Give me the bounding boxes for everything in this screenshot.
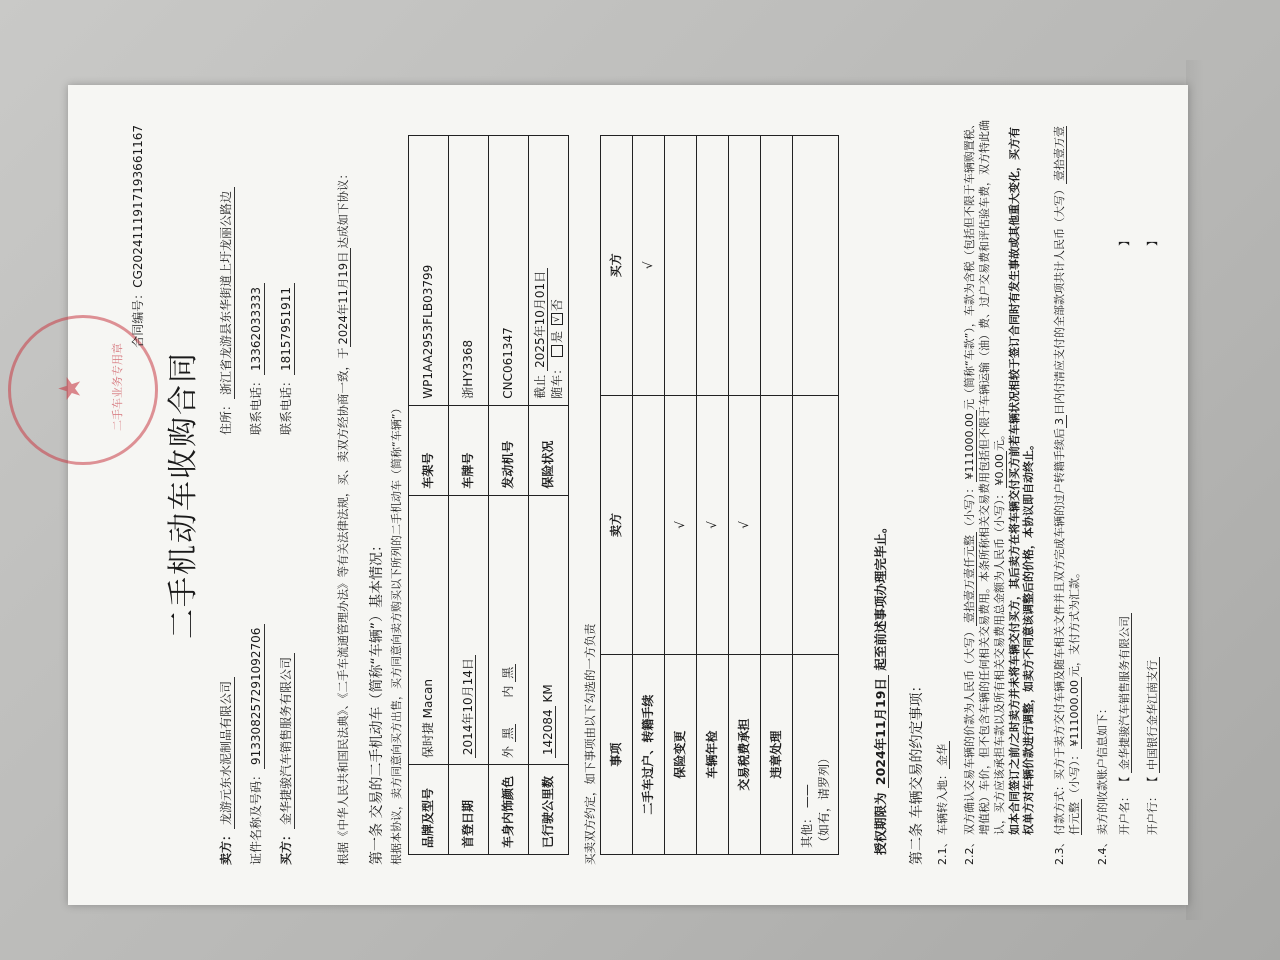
yes-checkbox — [551, 345, 563, 357]
resp-seller-mark: √ — [665, 395, 697, 655]
account-intro: 卖方的收款账户信息如下： — [1096, 703, 1109, 835]
clause-2-2 — [963, 117, 1037, 865]
contract-number-value: CG202411191719366116​7 — [131, 125, 145, 288]
resp-buyer-mark — [665, 136, 697, 396]
clause-2-4 — [1096, 117, 1111, 865]
legal-basis-end: 达成如下协议： — [336, 167, 350, 249]
table-row — [761, 136, 793, 855]
insurance-label: 保险状况 — [529, 405, 569, 495]
seller-id-label: 证件名称及号码： — [249, 768, 263, 865]
table-row — [489, 136, 529, 855]
other-value: —— — [800, 784, 815, 809]
engine-label: 发动机号 — [489, 405, 529, 495]
vin-value: WP1AA2953FLB03799 — [409, 136, 449, 406]
other-hint: （如有，请罗列） — [816, 751, 831, 848]
resp-item: 保险变更 — [665, 655, 697, 855]
interior-value: 黑 — [501, 664, 516, 682]
legal-basis — [336, 121, 352, 865]
table-row — [601, 136, 633, 855]
resp-buyer-mark — [761, 136, 793, 396]
other-cell — [793, 655, 839, 855]
price-text-c: 元（简称“车款”），车款为含税（包括但不限于车辆购置税、增值税）车价，但不包含车辆的任何相关交易费用。本条所称相关交易费用包括但不限于车辆运输（油）费、过户交易费和评估验车费，双方特此确认，买方应该承担车款以及所有相关交易费用总金额为人民币（小写）： — [963, 118, 1006, 835]
engine-value: CNC061347 — [489, 136, 529, 406]
deadline-date: 2024年11月19日 — [873, 675, 889, 788]
seller-label: 卖方： — [219, 828, 233, 865]
plate-value: 浙HY3368 — [449, 136, 489, 406]
deadline-label: 授权期限为 — [873, 792, 888, 855]
resp-seller-mark — [761, 395, 793, 655]
plate-label: 车牌号 — [449, 405, 489, 495]
payment-text-b: 日内付清应支付的全部款项共计人民币（大写） — [1053, 184, 1066, 415]
clause-2-3 — [1053, 117, 1083, 865]
table-row — [449, 136, 489, 855]
authorization-deadline — [873, 521, 890, 855]
table-row — [729, 136, 761, 855]
mileage-cell — [529, 495, 569, 765]
buyer-phone-label: 联系电话： — [279, 374, 293, 435]
payment-text-c: （小写）： — [1067, 749, 1081, 799]
with-car-label: 随车： — [549, 362, 564, 399]
holder-label: 开户名： — [1118, 791, 1131, 835]
seller-phone-label: 联系电话： — [249, 374, 263, 435]
insurance-expiry: 2025年10月01日 — [533, 268, 548, 371]
table-row — [665, 136, 697, 855]
contract-title: 二手机动车收购合同 — [166, 351, 201, 639]
buyer-phone: 18157951911 — [278, 283, 295, 375]
seller-id-value: 91330825729109270​6 — [248, 624, 265, 769]
other-seller — [793, 395, 839, 655]
no-label: 否 — [549, 299, 564, 312]
vehicle-table — [408, 135, 569, 855]
yes-label: 是 — [549, 330, 564, 343]
resp-item: 二手车过户、转籍手续 — [633, 655, 665, 855]
brand-label: 品牌及型号 — [409, 765, 449, 855]
bank-row — [1146, 155, 1161, 835]
contract-paper — [53, 85, 1188, 905]
table-row — [793, 136, 839, 855]
fee-unit: 元。 — [992, 429, 1006, 451]
resp-buyer-mark — [729, 136, 761, 396]
resp-seller-mark — [633, 395, 665, 655]
reg-date-label: 首登日期 — [449, 765, 489, 855]
table-row — [409, 136, 449, 855]
price-adjust-note: 如本合同签订之前/之时卖方并未将车辆交付买方，其后卖方在将车辆交付买方前若车辆状况相较于签订合同时有发生事故或其他重大变化，买方有权单方对车辆价款进行调整，如卖方不同意该调整后的价格，本协议即自动终止。 — [1007, 126, 1036, 835]
responsibility-table — [600, 135, 839, 855]
seller-row — [218, 125, 235, 865]
reg-date-cell — [449, 495, 489, 765]
holder-rbracket: 】 — [1118, 235, 1131, 246]
insurance-expiry-prefix: 截止 — [533, 374, 548, 399]
exterior-value: 黑 — [501, 724, 516, 742]
article2-heading: 第二条 车辆交易的约定事项： — [909, 678, 925, 865]
other-label: 其他： — [800, 811, 815, 848]
other-buyer — [793, 136, 839, 396]
paper-shadow — [1186, 60, 1204, 920]
col-seller-header: 卖方 — [601, 395, 633, 655]
vin-label: 车架号 — [409, 405, 449, 495]
mileage-value: 142084 — [541, 706, 556, 758]
resp-item: 违章处理 — [761, 655, 793, 855]
payment-lower: ¥111000.00 — [1068, 677, 1082, 749]
mileage-unit: KM — [541, 684, 556, 703]
price-text-a: 双方确认交易车辆的价款为人民币（大写） — [963, 626, 976, 835]
article1-sub: 根据本协议，卖方同意向买方出售，买方同意向卖方购买以下所列的二手机动车（简称“车辆”） — [390, 402, 403, 865]
col-item-header: 事项 — [601, 655, 633, 855]
table-row — [697, 136, 729, 855]
seller-id-row — [248, 125, 265, 865]
payment-days: 3 — [1053, 415, 1067, 428]
bank-label: 开户行： — [1146, 791, 1159, 835]
table-row — [633, 136, 665, 855]
destination-label: 车辆转入地： — [936, 769, 949, 835]
seller-phone: 13362033333 — [248, 283, 265, 375]
mileage-label: 已行驶公里数 — [529, 765, 569, 855]
resp-item: 车辆年检 — [697, 655, 729, 855]
no-checkbox: √ — [551, 313, 563, 325]
sign-date: 2024年11月19日 — [336, 248, 351, 347]
clause-number: 2.3、 — [1053, 836, 1066, 865]
seal-star-icon: ★ — [53, 375, 88, 402]
bank-value: 中国银行金华江南支行 — [1146, 657, 1160, 773]
seller-address: 浙江省龙游县东华街道上圩龙丽公路边 — [218, 187, 235, 399]
color-label: 车身内饰颜色 — [489, 765, 529, 855]
bank-rbracket: 】 — [1146, 235, 1159, 246]
price-text-b: （小写）： — [963, 482, 976, 532]
insurance-cell — [529, 136, 569, 406]
contract-number — [130, 125, 146, 348]
seal-text: 二手车业务专用章 — [111, 343, 124, 431]
seller-name: 龙游元东水泥制品有限公司 — [218, 677, 235, 829]
interior-label: 内 — [501, 685, 516, 698]
clause-number: 2.1、 — [936, 836, 949, 865]
holder-value: 金华捷骏汽车销售服务有限公司 — [1118, 613, 1132, 773]
contract-number-label: 合同编号： — [131, 287, 145, 348]
brand-value: 保时捷 Macan — [409, 495, 449, 765]
exterior-label: 外 — [501, 746, 516, 759]
payment-text-d: 元，支付方式为汇款。 — [1067, 567, 1081, 678]
buyer-row — [278, 125, 295, 865]
resp-buyer-mark — [697, 136, 729, 396]
resp-seller-mark: √ — [729, 395, 761, 655]
deadline-suffix: 起至前述事项办理完毕止。 — [873, 520, 888, 671]
bank-lbracket: 【 — [1146, 776, 1159, 788]
price-lower: ¥111000.00 — [963, 410, 977, 482]
resp-buyer-mark: √ — [633, 136, 665, 396]
fee-value: ¥0.00 — [993, 451, 1007, 489]
holder-lbracket: 【 — [1118, 776, 1131, 788]
seller-address-label: 住所： — [219, 398, 233, 435]
clause-number: 2.2、 — [963, 836, 976, 865]
reg-date-value: 2014年10月14日 — [461, 655, 476, 758]
table-row — [529, 136, 569, 855]
account-holder-row — [1118, 155, 1133, 835]
destination-value: 金华 — [936, 741, 950, 769]
clause-number: 2.4、 — [1096, 836, 1109, 865]
color-cell — [489, 495, 529, 765]
clause-2-1 — [936, 117, 951, 865]
resp-seller-mark: √ — [697, 395, 729, 655]
payment-text-a: 付款方式：买方于卖方交付车辆及随车相关文件并且双方完成车辆的过户转籍手续后 — [1053, 428, 1066, 835]
article1-heading: 第一条 交易的二手机动车（简称“车辆”）基本情况： — [369, 538, 385, 865]
legal-basis-text: 根据《中华人民共和国民法典》、《二手车流通管理办法》等有关法律法规，买、卖双方经协商一致，于 — [336, 347, 350, 865]
buyer-label: 买方： — [279, 828, 293, 865]
price-upper: 壹拾壹万壹仟元整 — [963, 532, 977, 626]
col-buyer-header: 买方 — [601, 136, 633, 396]
responsibility-intro: 买卖双方约定，如下事项由以下勾选的一方负责 — [583, 623, 597, 865]
buyer-name: 金华捷骏汽车销售服务有限公司 — [278, 653, 295, 829]
payment-upper: 壹拾壹万壹仟元整 — [1053, 126, 1081, 835]
resp-item: 交易税费承担 — [729, 655, 761, 855]
